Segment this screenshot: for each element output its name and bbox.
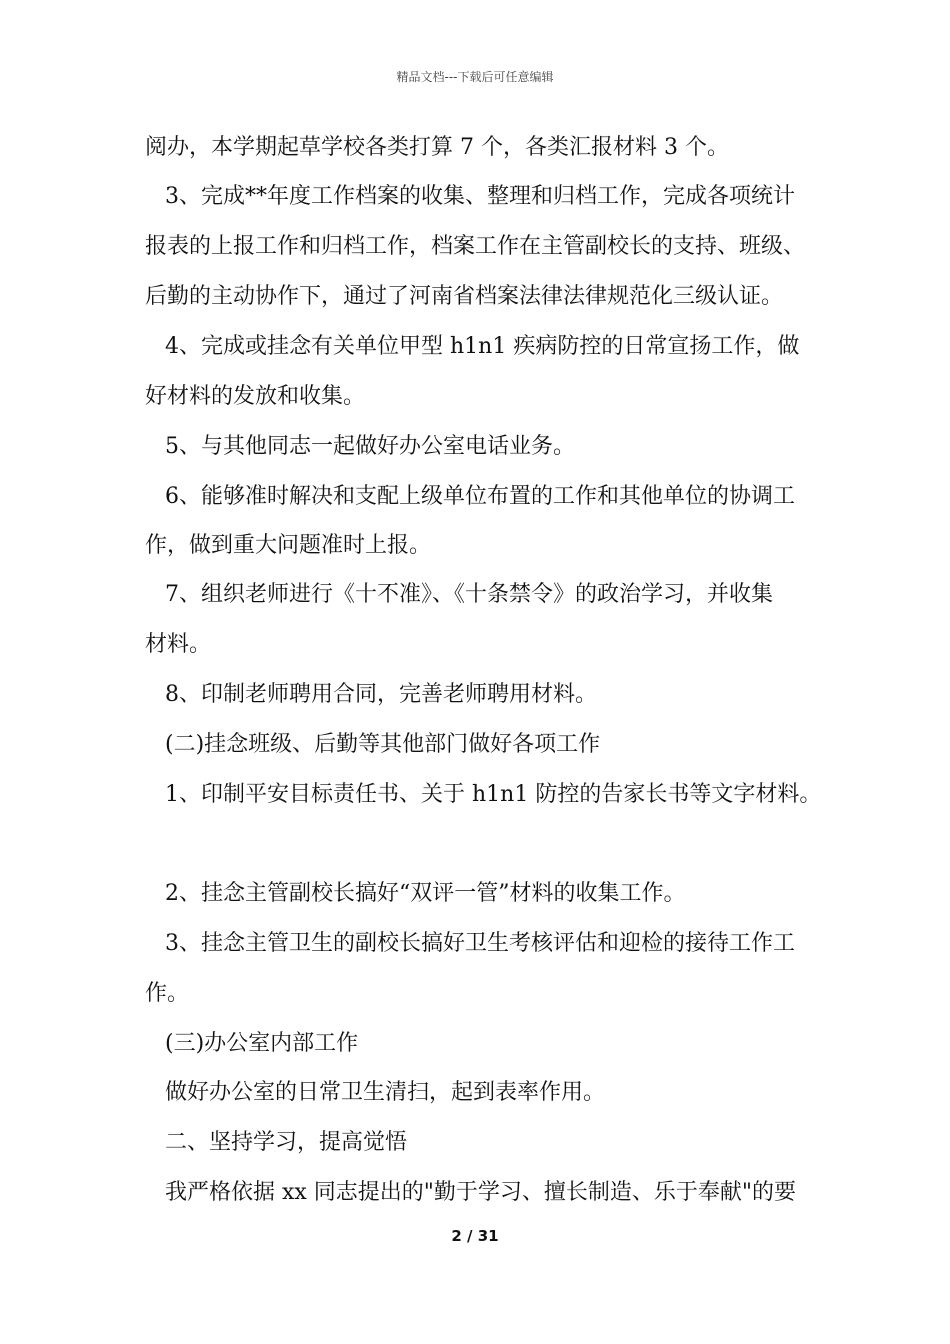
- body-line: 阅办，本学期起草学校各类打算 7 个，各类汇报材料 3 个。: [145, 135, 729, 160]
- body-line: 后勤的主动协作下，通过了河南省档案法律法律规范化三级认证。: [145, 284, 784, 309]
- body-line: 3、完成**年度工作档案的收集、整理和归档工作，完成各项统计: [165, 184, 795, 209]
- body-line: 5、与其他同志一起做好办公室电话业务。: [165, 434, 575, 459]
- body-line: 作。: [145, 981, 190, 1006]
- body-line: 1、印制平安目标责任书、关于 h1n1 防控的告家长书等文字材料。: [165, 782, 822, 807]
- body-line: 4、完成或挂念有关单位甲型 h1n1 疾病防控的日常宣扬工作，做: [165, 334, 800, 359]
- body-line: 8、印制老师聘用合同，完善老师聘用材料。: [165, 682, 597, 707]
- page-header: 精品文档---下载后可任意编辑: [396, 70, 554, 84]
- body-line: 好材料的发放和收集。: [145, 384, 366, 409]
- body-line: 2、挂念主管副校长搞好“双评一管”材料的收集工作。: [165, 881, 686, 906]
- body-line: 3、挂念主管卫生的副校长搞好卫生考核评估和迎检的接待工作工: [165, 931, 795, 956]
- section-heading: 二、坚持学习，提高觉悟: [165, 1130, 408, 1155]
- body-line: 我严格依据 xx 同志提出的"勤于学习、擅长制造、乐于奉献"的要: [165, 1180, 797, 1205]
- body-line: 作，做到重大问题准时上报。: [145, 533, 432, 558]
- page-number: 2 / 31: [451, 1227, 499, 1245]
- section-heading: (二)挂念班级、后勤等其他部门做好各项工作: [165, 732, 601, 757]
- body-line: 7、组织老师进行《十不准》、《十条禁令》的政治学习，并收集: [165, 582, 773, 607]
- body-line: 材料。: [145, 632, 212, 657]
- section-heading: (三)办公室内部工作: [165, 1031, 359, 1056]
- body-line: 6、能够准时解决和支配上级单位布置的工作和其他单位的协调工: [165, 484, 795, 509]
- body-line: 报表的上报工作和归档工作，档案工作在主管副校长的支持、班级、: [145, 234, 806, 259]
- body-line: 做好办公室的日常卫生清扫，起到表率作用。: [165, 1080, 606, 1105]
